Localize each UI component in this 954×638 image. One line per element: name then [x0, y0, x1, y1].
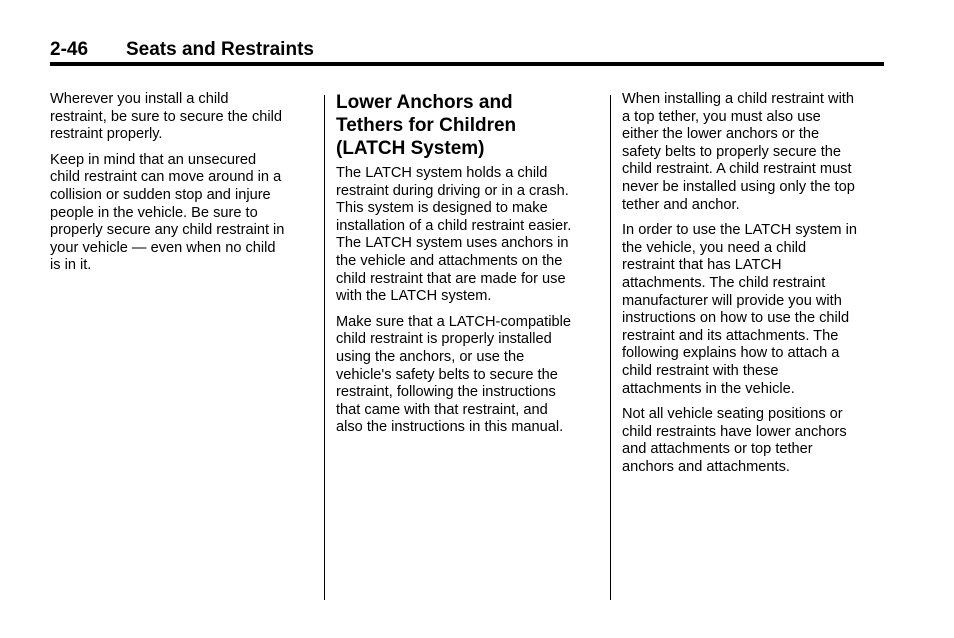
section-heading: Lower Anchors and Tethers for Children (LATCH System) [336, 92, 517, 159]
paragraph: When installing a child restraint with a top tether, you must also use either the lower anchors or the safety belts to properly secure the child restraint. A child restraint must never be installed using only the top tether and anchor. [622, 91, 855, 213]
column-divider [324, 95, 325, 600]
paragraph: The LATCH system holds a child restraint during driving or in a crash. This system is designed to make installation of a child restraint easier. The LATCH system uses anchors in the vehicle and attachments on the child restraint that are made for use with the LATCH system. [336, 165, 572, 305]
page-number: 2-46 [50, 39, 89, 60]
section-title: Seats and Restraints [126, 39, 314, 60]
page-header [50, 38, 884, 62]
header-rule [50, 62, 884, 66]
paragraph: Make sure that a LATCH-compatible child restraint is properly installed using the anchors, or use the vehicle's safety belts to secure the restraint, following the instructions that came with that restraint, and also the instructions in this manual. [336, 313, 571, 436]
paragraph: Wherever you install a child restraint, be sure to secure the child restraint properly. [50, 91, 282, 143]
column-middle [336, 91, 602, 445]
column-left [50, 91, 314, 283]
column-right [622, 91, 888, 484]
paragraph: Keep in mind that an unsecured child restraint can move around in a collision or sudden stop and injure people in the vehicle. Be sure to properly secure any child restraint in your vehicle — even when no child is in it. [50, 151, 285, 274]
paragraph: In order to use the LATCH system in the vehicle, you need a child restraint that has LATCH attachments. The child restraint manufacturer will provide you with instructions on how to use the child restraint and its attachments. The following explains how to attach a child restraint with these attachments in the vehicle. [622, 222, 857, 397]
column-divider [610, 95, 611, 600]
paragraph: Not all vehicle seating positions or child restraints have lower anchors and attachments or top tether anchors and attachments. [622, 406, 847, 475]
